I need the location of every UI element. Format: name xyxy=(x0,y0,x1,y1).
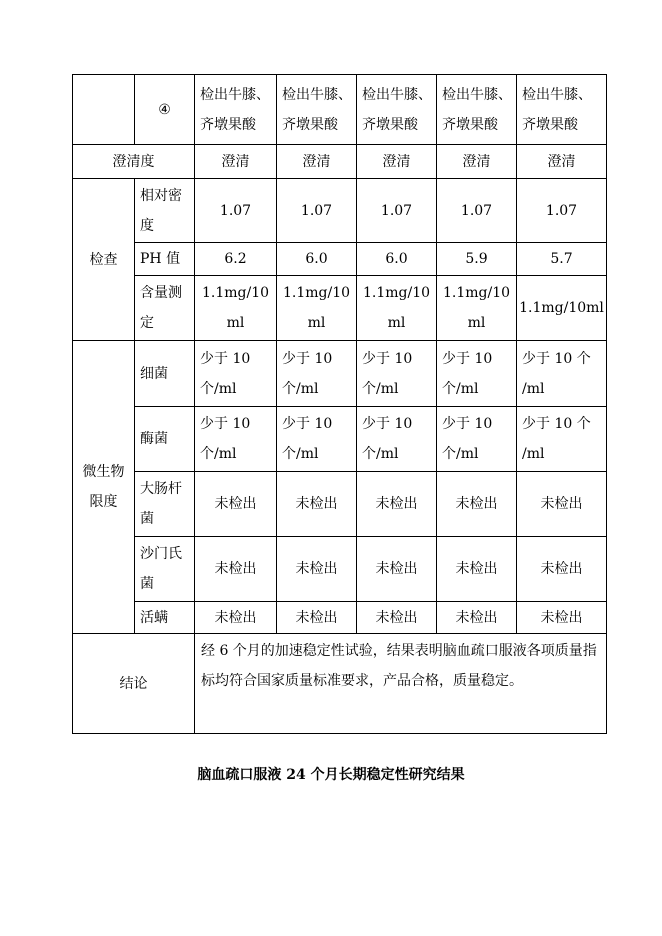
content-label: 含量测 定 xyxy=(135,276,195,341)
section-title: 脑血疏口服液 24 个月长期稳定性研究结果 xyxy=(197,767,465,783)
salmonella-row xyxy=(73,537,607,602)
clarity-cell: 澄清 xyxy=(277,145,357,179)
clarity-label: 澄清度 xyxy=(73,145,195,179)
mites-cell: 未检出 xyxy=(437,602,517,634)
yeast-cell: 少于 10 个/ml xyxy=(195,407,277,472)
density-cell: 1.07 xyxy=(517,179,607,243)
bacteria-cell: 少于 10 个/ml xyxy=(357,341,437,407)
clarity-cell: 澄清 xyxy=(357,145,437,179)
conclusion-label: 结论 xyxy=(73,634,195,734)
clarity-row xyxy=(73,145,607,179)
mites-label: 活螨 xyxy=(135,602,195,634)
yeast-cell: 少于 10 个/ml xyxy=(357,407,437,472)
salmonella-cell: 未检出 xyxy=(195,537,277,602)
ph-cell: 6.0 xyxy=(357,243,437,276)
density-cell: 1.07 xyxy=(195,179,277,243)
mites-cell: 未检出 xyxy=(517,602,607,634)
density-label: 相对密 度 xyxy=(135,179,195,243)
identification-row xyxy=(73,75,607,145)
clarity-cell: 澄清 xyxy=(437,145,517,179)
content-cell: 1.1mg/10ml xyxy=(517,276,607,341)
identification-cell: 检出牛膝、 齐墩果酸 xyxy=(357,75,437,145)
density-cell: 1.07 xyxy=(277,179,357,243)
clarity-cell: 澄清 xyxy=(195,145,277,179)
ecoli-row xyxy=(73,472,607,537)
content-cell: 1.1mg/10 ml xyxy=(277,276,357,341)
microbial-group-label: 微生物 限度 xyxy=(73,341,135,634)
bacteria-cell: 少于 10 个 /ml xyxy=(517,341,607,407)
ecoli-cell: 未检出 xyxy=(357,472,437,537)
ecoli-cell: 未检出 xyxy=(195,472,277,537)
identification-cell: 检出牛膝、 齐墩果酸 xyxy=(517,75,607,145)
clarity-cell: 澄清 xyxy=(517,145,607,179)
salmonella-cell: 未检出 xyxy=(357,537,437,602)
ph-cell: 5.9 xyxy=(437,243,517,276)
content-row xyxy=(73,276,607,341)
bacteria-cell: 少于 10 个/ml xyxy=(195,341,277,407)
salmonella-cell: 未检出 xyxy=(437,537,517,602)
mites-row xyxy=(73,602,607,634)
bacteria-cell: 少于 10 个/ml xyxy=(277,341,357,407)
identification-label: ④ xyxy=(135,75,195,145)
ph-row xyxy=(73,243,607,276)
ecoli-label: 大肠杆 菌 xyxy=(135,472,195,537)
stability-results-table xyxy=(72,74,607,734)
ph-cell: 6.0 xyxy=(277,243,357,276)
yeast-label: 酶菌 xyxy=(135,407,195,472)
content-cell: 1.1mg/10 ml xyxy=(437,276,517,341)
density-row xyxy=(73,179,607,243)
salmonella-cell: 未检出 xyxy=(517,537,607,602)
mites-cell: 未检出 xyxy=(277,602,357,634)
mites-cell: 未检出 xyxy=(195,602,277,634)
salmonella-label: 沙门氏 菌 xyxy=(135,537,195,602)
yeast-cell: 少于 10 个 /ml xyxy=(517,407,607,472)
inspection-group-label: 检查 xyxy=(73,179,135,341)
ph-cell: 6.2 xyxy=(195,243,277,276)
conclusion-text: 经 6 个月的加速稳定性试验，结果表明脑血疏口服液各项质量指标均符合国家质量标准要求，产品合格，质量稳定。 xyxy=(195,634,607,734)
yeast-cell: 少于 10 个/ml xyxy=(277,407,357,472)
identification-cell: 检出牛膝、 齐墩果酸 xyxy=(437,75,517,145)
bacteria-label: 细菌 xyxy=(135,341,195,407)
identification-cell: 检出牛膝、 齐墩果酸 xyxy=(195,75,277,145)
mites-cell: 未检出 xyxy=(357,602,437,634)
salmonella-cell: 未检出 xyxy=(277,537,357,602)
content-cell: 1.1mg/10 ml xyxy=(195,276,277,341)
density-cell: 1.07 xyxy=(437,179,517,243)
yeast-row xyxy=(73,407,607,472)
ecoli-cell: 未检出 xyxy=(517,472,607,537)
conclusion-row xyxy=(73,634,607,734)
bacteria-cell: 少于 10 个/ml xyxy=(437,341,517,407)
density-cell: 1.07 xyxy=(357,179,437,243)
row-label-blank xyxy=(73,75,135,145)
ph-label: PH 值 xyxy=(135,243,195,276)
identification-cell: 检出牛膝、 齐墩果酸 xyxy=(277,75,357,145)
ecoli-cell: 未检出 xyxy=(437,472,517,537)
yeast-cell: 少于 10 个/ml xyxy=(437,407,517,472)
content-cell: 1.1mg/10 ml xyxy=(357,276,437,341)
ecoli-cell: 未检出 xyxy=(277,472,357,537)
bacteria-row xyxy=(73,341,607,407)
ph-cell: 5.7 xyxy=(517,243,607,276)
